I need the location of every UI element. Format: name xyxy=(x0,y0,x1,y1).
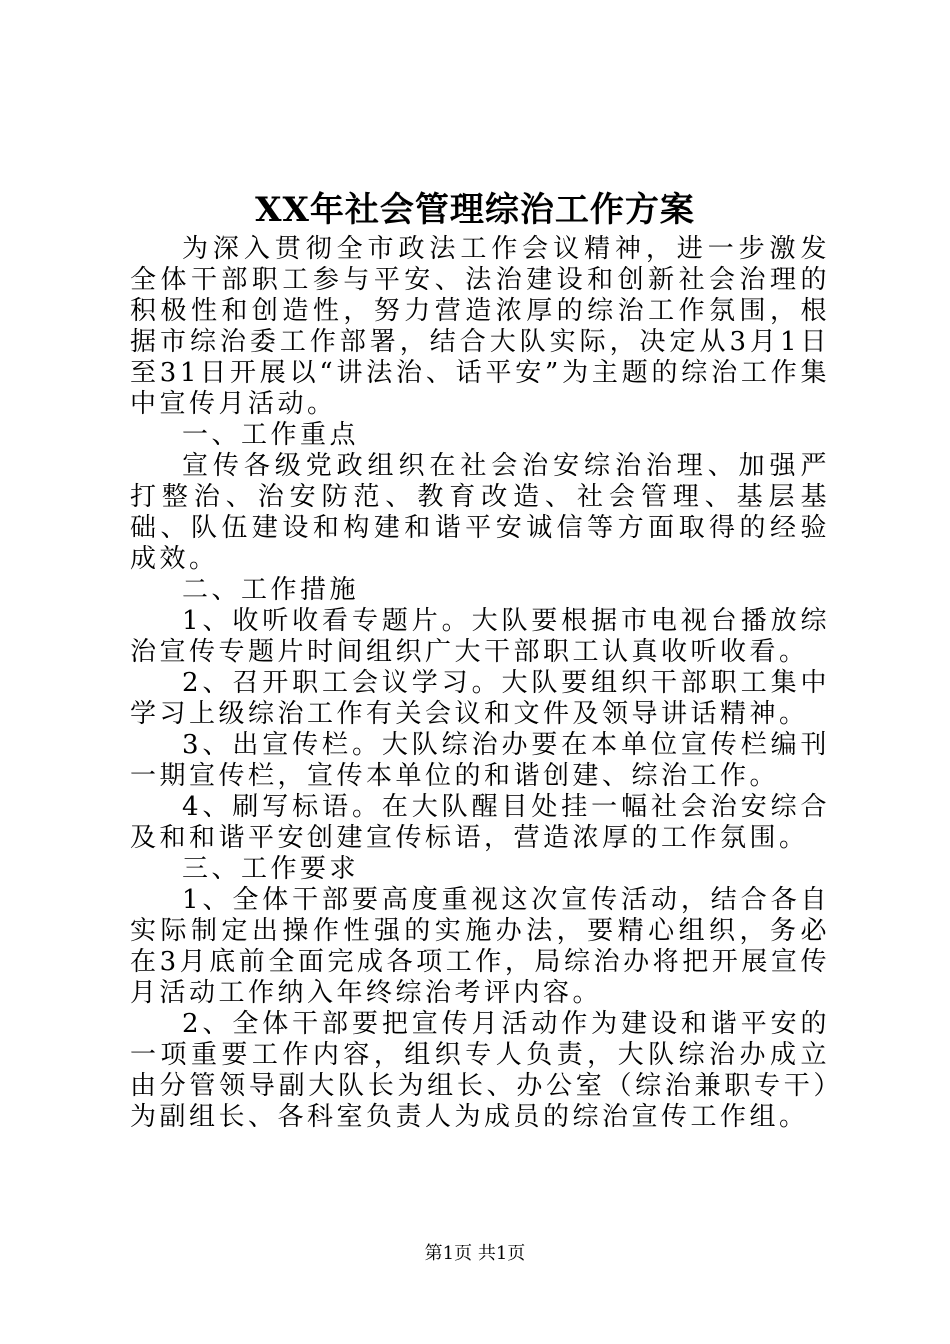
heading-work-focus: 一、工作重点 xyxy=(182,420,360,450)
page-number-footer: 第1页 共1页 xyxy=(424,1243,526,1264)
paragraph-requirement-2: 2、全体干部要把宣传月活动作为建设和谐平安的一项重要工作内容，组织专人负责，大队综治办成立由分管领导副大队长为组长、办公室（综治兼职专干）为副组长、各科室负责人为成员的综治宣传工作组。 xyxy=(130,1009,830,1132)
document-title: XX年社会管理综治工作方案 xyxy=(255,190,695,230)
paragraph-measure-2: 2、召开职工会议学习。大队要组织干部职工集中学习上级综治工作有关会议和文件及领导讲话精神。 xyxy=(130,668,830,729)
paragraph-work-focus: 宣传各级党政组织在社会治安综治治理、加强严打整治、治安防范、教育改造、社会管理、基层基础、队伍建设和构建和谐平安诚信等方面取得的经验成效。 xyxy=(130,451,830,574)
heading-work-measures: 二、工作措施 xyxy=(182,575,360,605)
paragraph-intro: 为深入贯彻全市政法工作会议精神，进一步激发全体干部职工参与平安、法治建设和创新社会治理的积极性和创造性，努力营造浓厚的综治工作氛围，根据市综治委工作部署，结合大队实际，决定从3月1日至31日开展以“讲法治、话平安”为主题的综治工作集中宣传月活动。 xyxy=(130,234,830,419)
paragraph-measure-3: 3、出宣传栏。大队综治办要在本单位宣传栏编刊一期宣传栏，宣传本单位的和谐创建、综治工作。 xyxy=(130,730,830,791)
heading-work-requirements: 三、工作要求 xyxy=(182,854,360,884)
paragraph-requirement-1: 1、全体干部要高度重视这次宣传活动，结合各自实际制定出操作性强的实施办法，要精心组织，务必在3月底前全面完成各项工作，局综治办将把开展宣传月活动工作纳入年终综治考评内容。 xyxy=(130,885,830,1008)
paragraph-measure-4: 4、刷写标语。在大队醒目处挂一幅社会治安综合及和和谐平安创建宣传标语，营造浓厚的工作氛围。 xyxy=(130,792,830,853)
document-body xyxy=(130,234,830,1133)
paragraph-measure-1: 1、收听收看专题片。大队要根据市电视台播放综治宣传专题片时间组织广大干部职工认真收听收看。 xyxy=(130,606,830,667)
